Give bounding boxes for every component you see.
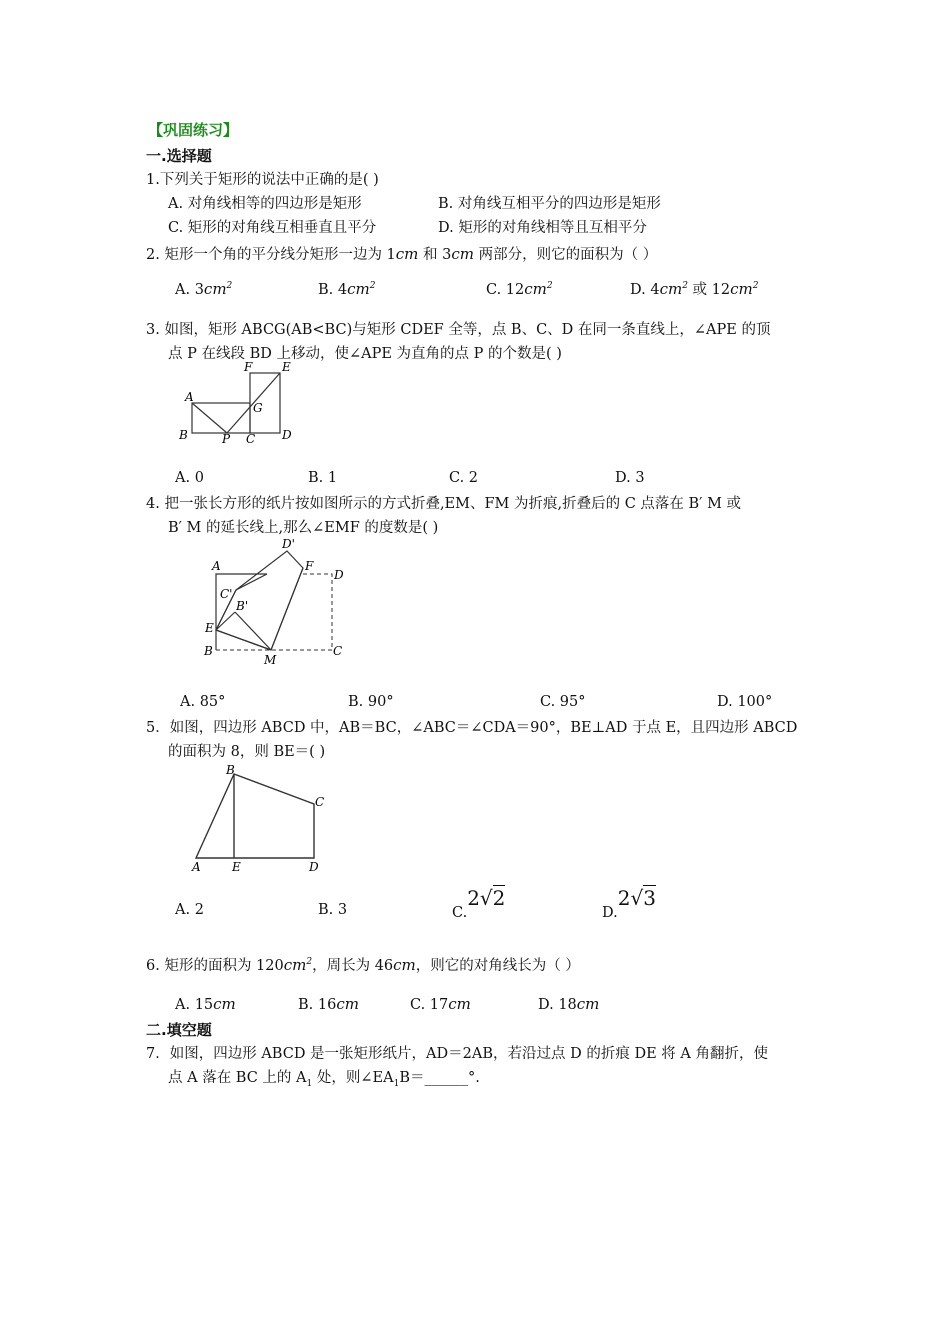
q2-stem-pre: 2. 矩形一个角的平分线分矩形一边为 1	[146, 247, 396, 263]
label-d: D	[309, 860, 319, 874]
q5-option-c	[452, 888, 505, 920]
crease-em	[216, 630, 271, 650]
label-a: A	[185, 390, 194, 404]
crease-fm	[271, 568, 303, 650]
unit-cm: cm	[336, 995, 359, 1013]
superscript: 2	[306, 957, 313, 967]
q2-c-value: C. 12	[486, 282, 525, 298]
q6-stem-mid: ，周长为 46	[312, 958, 394, 974]
q5-d-coef: 2	[617, 886, 631, 910]
q6-stem-pre: 6. 矩形的面积为 120	[146, 958, 284, 974]
label-a: A	[212, 559, 221, 573]
q4-option-a: A. 85°	[180, 694, 226, 710]
q5-option-b: B. 3	[318, 902, 348, 918]
q3-figure	[176, 360, 296, 444]
segment-ap	[192, 403, 227, 433]
q1-option-c: C. 矩形的对角线互相垂直且平分	[168, 220, 377, 236]
q4-diagram	[200, 534, 350, 668]
q4-option-c: C. 95°	[540, 694, 586, 710]
q6-option-a	[175, 994, 236, 1015]
label-e: E	[282, 360, 291, 374]
q1-option-a: A. 对角线相等的四边形是矩形	[168, 196, 362, 212]
unit-cm: cm	[213, 995, 236, 1013]
label-f: F	[244, 360, 253, 374]
label-b: B	[179, 428, 188, 442]
q3-line1: 3. 如图，矩形 ABCG(AB<BC)与矩形 CDEF 全等，点 B、C、D 在同一条直线上，∠APE 的顶	[146, 322, 771, 338]
q1-option-b: B. 对角线互相平分的四边形是矩形	[438, 196, 661, 212]
label-m: M	[264, 653, 277, 667]
q2-a-value: A. 3	[175, 282, 204, 298]
q6-b-value: B. 16	[298, 997, 337, 1013]
quadrilateral-abcd	[196, 774, 314, 858]
q6-option-b	[298, 994, 359, 1015]
unit-cm: cm	[283, 956, 307, 974]
unit-cm: cm	[730, 280, 753, 298]
section-header-title: 【巩固练习】	[148, 121, 239, 139]
unit-cm: cm	[451, 245, 474, 263]
q2-option-a	[175, 276, 232, 300]
q5-option-d	[602, 888, 656, 920]
q2-d-mid: 或 12	[687, 282, 731, 298]
q6-option-c	[410, 994, 471, 1015]
q4-line2: B′ M 的延长线上,那么∠EMF 的度数是( )	[168, 520, 439, 536]
unit-cm: cm	[448, 995, 471, 1013]
q2-stem	[146, 244, 657, 265]
q2-b-value: B. 4	[318, 282, 348, 298]
label-b-prime: B'	[236, 599, 249, 613]
q3-option-a: A. 0	[175, 470, 204, 486]
label-a: A	[192, 860, 201, 874]
q6-stem	[146, 952, 580, 976]
q1-stem: 1.下列关于矩形的说法中正确的是( )	[146, 172, 379, 188]
sqrt-sign: √	[630, 886, 644, 910]
q4-figure	[200, 534, 350, 668]
q5-d-radicand: 3	[643, 886, 656, 910]
unit-cm: cm	[395, 245, 419, 263]
label-c: C	[246, 432, 256, 444]
q6-a-value: A. 15	[175, 997, 214, 1013]
q6-option-d	[538, 994, 599, 1015]
label-e: E	[232, 860, 241, 874]
label-c: C	[315, 795, 325, 809]
subscript: 1	[306, 1078, 313, 1089]
q2-option-d	[630, 276, 758, 300]
q6-d-value: D. 18	[538, 997, 577, 1013]
unit-cm: cm	[203, 280, 227, 298]
label-d: D	[282, 428, 292, 442]
q5-d-label: D.	[602, 905, 618, 921]
original-right-edge	[303, 574, 332, 650]
q6-c-value: C. 17	[410, 997, 449, 1013]
label-g: G	[253, 401, 263, 415]
q7-line2-mid: 处，则∠EA	[312, 1070, 394, 1086]
q3-option-b: B. 1	[308, 470, 338, 486]
q4-line1: 4. 把一张长方形的纸片按如图所示的方式折叠,EM、FM 为折痕,折叠后的 C 点落在 B′ M 或	[146, 496, 742, 512]
q2-stem-post: 两部分，则它的面积为（ ）	[473, 247, 658, 263]
label-e: E	[205, 621, 214, 635]
q7-line2-post: B＝______°.	[399, 1070, 480, 1086]
superscript: 2	[546, 281, 553, 291]
sqrt-sign: √	[479, 886, 493, 910]
q4-option-d: D. 100°	[717, 694, 773, 710]
unit-cm: cm	[659, 280, 683, 298]
unit-cm: cm	[347, 280, 370, 298]
q5-diagram	[186, 760, 336, 876]
segment-b-prime-m	[235, 612, 271, 650]
q3-option-d: D. 3	[615, 470, 645, 486]
section-choice-heading: 一.选择题	[146, 147, 212, 165]
segment-eb-prime	[216, 612, 235, 630]
superscript: 2	[369, 281, 376, 291]
q1-option-d: D. 矩形的对角线相等且互相平分	[438, 220, 647, 236]
label-p: P	[222, 432, 231, 444]
label-c-prime: C'	[220, 587, 233, 601]
q5-c-label: C.	[452, 905, 468, 921]
q5-figure	[186, 760, 336, 876]
label-f: F	[305, 559, 314, 573]
superscript: 2	[682, 281, 688, 291]
q3-option-c: C. 2	[449, 470, 479, 486]
q5-line1: 5．如图，四边形 ABCD 中，AB＝BC，∠ABC＝∠CDA＝90°，BE⊥AD 于点 E，且四边形 ABCD	[146, 720, 798, 736]
q4-option-b: B. 90°	[348, 694, 394, 710]
label-b: B	[226, 763, 235, 777]
q5-option-a: A. 2	[175, 902, 204, 918]
q2-option-b	[318, 276, 375, 300]
q5-c-radicand: 2	[492, 886, 506, 910]
label-d-prime: D'	[282, 537, 295, 551]
q5-line2: 的面积为 8，则 BE＝( )	[168, 744, 326, 760]
q2-stem-mid: 和 3	[418, 247, 452, 263]
q7-line2-pre: 点 A 落在 BC 上的 A	[168, 1070, 307, 1086]
superscript: 2	[226, 281, 233, 291]
superscript: 2	[752, 281, 759, 291]
q5-c-coef: 2	[467, 886, 480, 910]
unit-cm: cm	[576, 995, 600, 1013]
section-fill-heading: 二.填空题	[146, 1021, 212, 1039]
q3-line2: 点 P 在线段 BD 上移动，使∠APE 为直角的点 P 的个数是( )	[168, 346, 562, 362]
q3-diagram	[176, 360, 296, 444]
unit-cm: cm	[393, 956, 416, 974]
q7-line1: 7．如图，四边形 ABCD 是一张矩形纸片，AD＝2AB，若沿过点 D 的折痕 DE 将 A 角翻折，使	[146, 1046, 768, 1062]
subscript: 1	[393, 1078, 400, 1089]
q6-stem-post: ，则它的对角线长为（ ）	[415, 958, 580, 974]
q7-line2	[168, 1068, 480, 1094]
label-d: D	[334, 568, 344, 582]
q2-option-c	[486, 276, 553, 300]
label-c: C	[333, 644, 343, 658]
label-b: B	[204, 644, 213, 658]
q2-d-value: D. 4	[630, 282, 660, 298]
unit-cm: cm	[524, 280, 547, 298]
